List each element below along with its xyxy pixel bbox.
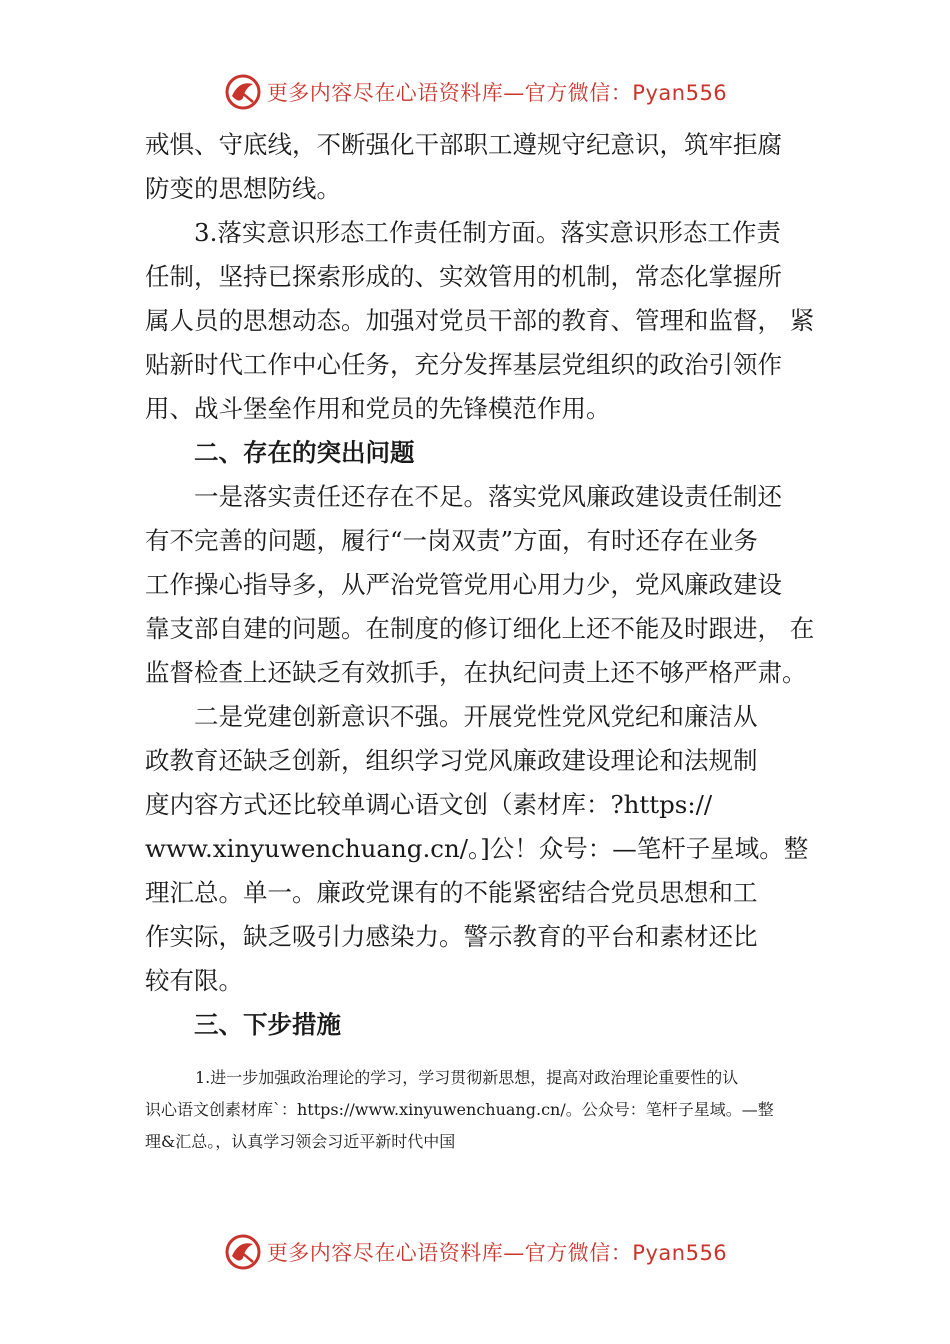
body-line: 度内容方式还比较单调心语文创（素材库：?https:// (145, 790, 713, 819)
document-body (145, 123, 815, 1047)
body-line: 作实际，缺乏吸引力感染力。警示教育的平台和素材还比 (145, 922, 758, 951)
body-line: 靠支部自建的问题。在制度的修订细化上还不能及时跟进， 在 (145, 614, 815, 643)
body-line: 属人员的思想动态。加强对党员干部的教育、管理和监督， 紧 (145, 306, 815, 335)
section-heading: 二、存在的突出问题 (194, 438, 415, 467)
small-line: 1.进一步加强政治理论的学习，学习贯彻新思想，提高对政治理论重要性的认 (195, 1068, 739, 1087)
banner-text: 更多内容尽在心语资料库—官方微信：Pyan556 (266, 81, 728, 105)
banner-text: 更多内容尽在心语资料库—官方微信：Pyan556 (266, 1241, 728, 1265)
body-line: 防变的思想防线。 (145, 174, 341, 203)
small-line: 识心语文创素材库`：https://www.xinyuwenchuang.cn/。公众号：笔杆子星域。—整 (145, 1100, 774, 1119)
body-line: 有不完善的问题，履行“一岗双责”方面，有时还存在业务 (145, 526, 759, 555)
body-line: 戒惧、守底线，不断强化干部职工遵规守纪意识，筑牢拒腐 (145, 130, 782, 159)
body-line: 3.落实意识形态工作责任制方面。落实意识形态工作责 (194, 218, 781, 247)
body-line: 用、战斗堡垒作用和党员的先锋模范作用。 (145, 394, 611, 423)
body-line: 一是落实责任还存在不足。落实党风廉政建设责任制还 (194, 482, 782, 511)
section-heading: 三、下步措施 (194, 1010, 341, 1039)
body-line: 监督检查上还缺乏有效抓手，在执纪问责上还不够严格严肃。 (145, 658, 807, 687)
small-print-block (145, 1062, 815, 1158)
header-banner (0, 72, 950, 112)
body-line: 工作操心指导多，从严治党管党用心用力少，党风廉政建设 (145, 570, 782, 599)
body-line: 任制，坚持已探索形成的、实效管用的机制，常态化掌握所 (145, 262, 782, 291)
body-line: 二是党建创新意识不强。开展党性党风党纪和廉洁从 (194, 702, 758, 731)
body-line: 理汇总。单一。廉政党课有的不能紧密结合党员思想和工 (145, 878, 758, 907)
body-line: 贴新时代工作中心任务，充分发挥基层党组织的政治引领作 (145, 350, 782, 379)
footer-banner (0, 1232, 950, 1272)
body-line: 政教育还缺乏创新，组织学习党风廉政建设理论和法规制 (145, 746, 758, 775)
body-line: 较有限。 (145, 966, 243, 995)
brush-logo-icon (223, 1232, 263, 1272)
brush-logo-icon (223, 72, 263, 112)
small-line: 理&汇总。，认真学习领会习近平新时代中国 (145, 1132, 456, 1151)
body-line: www.xinyuwenchuang.cn/。]公！众号：—笔杆子星域。整 (145, 834, 809, 863)
